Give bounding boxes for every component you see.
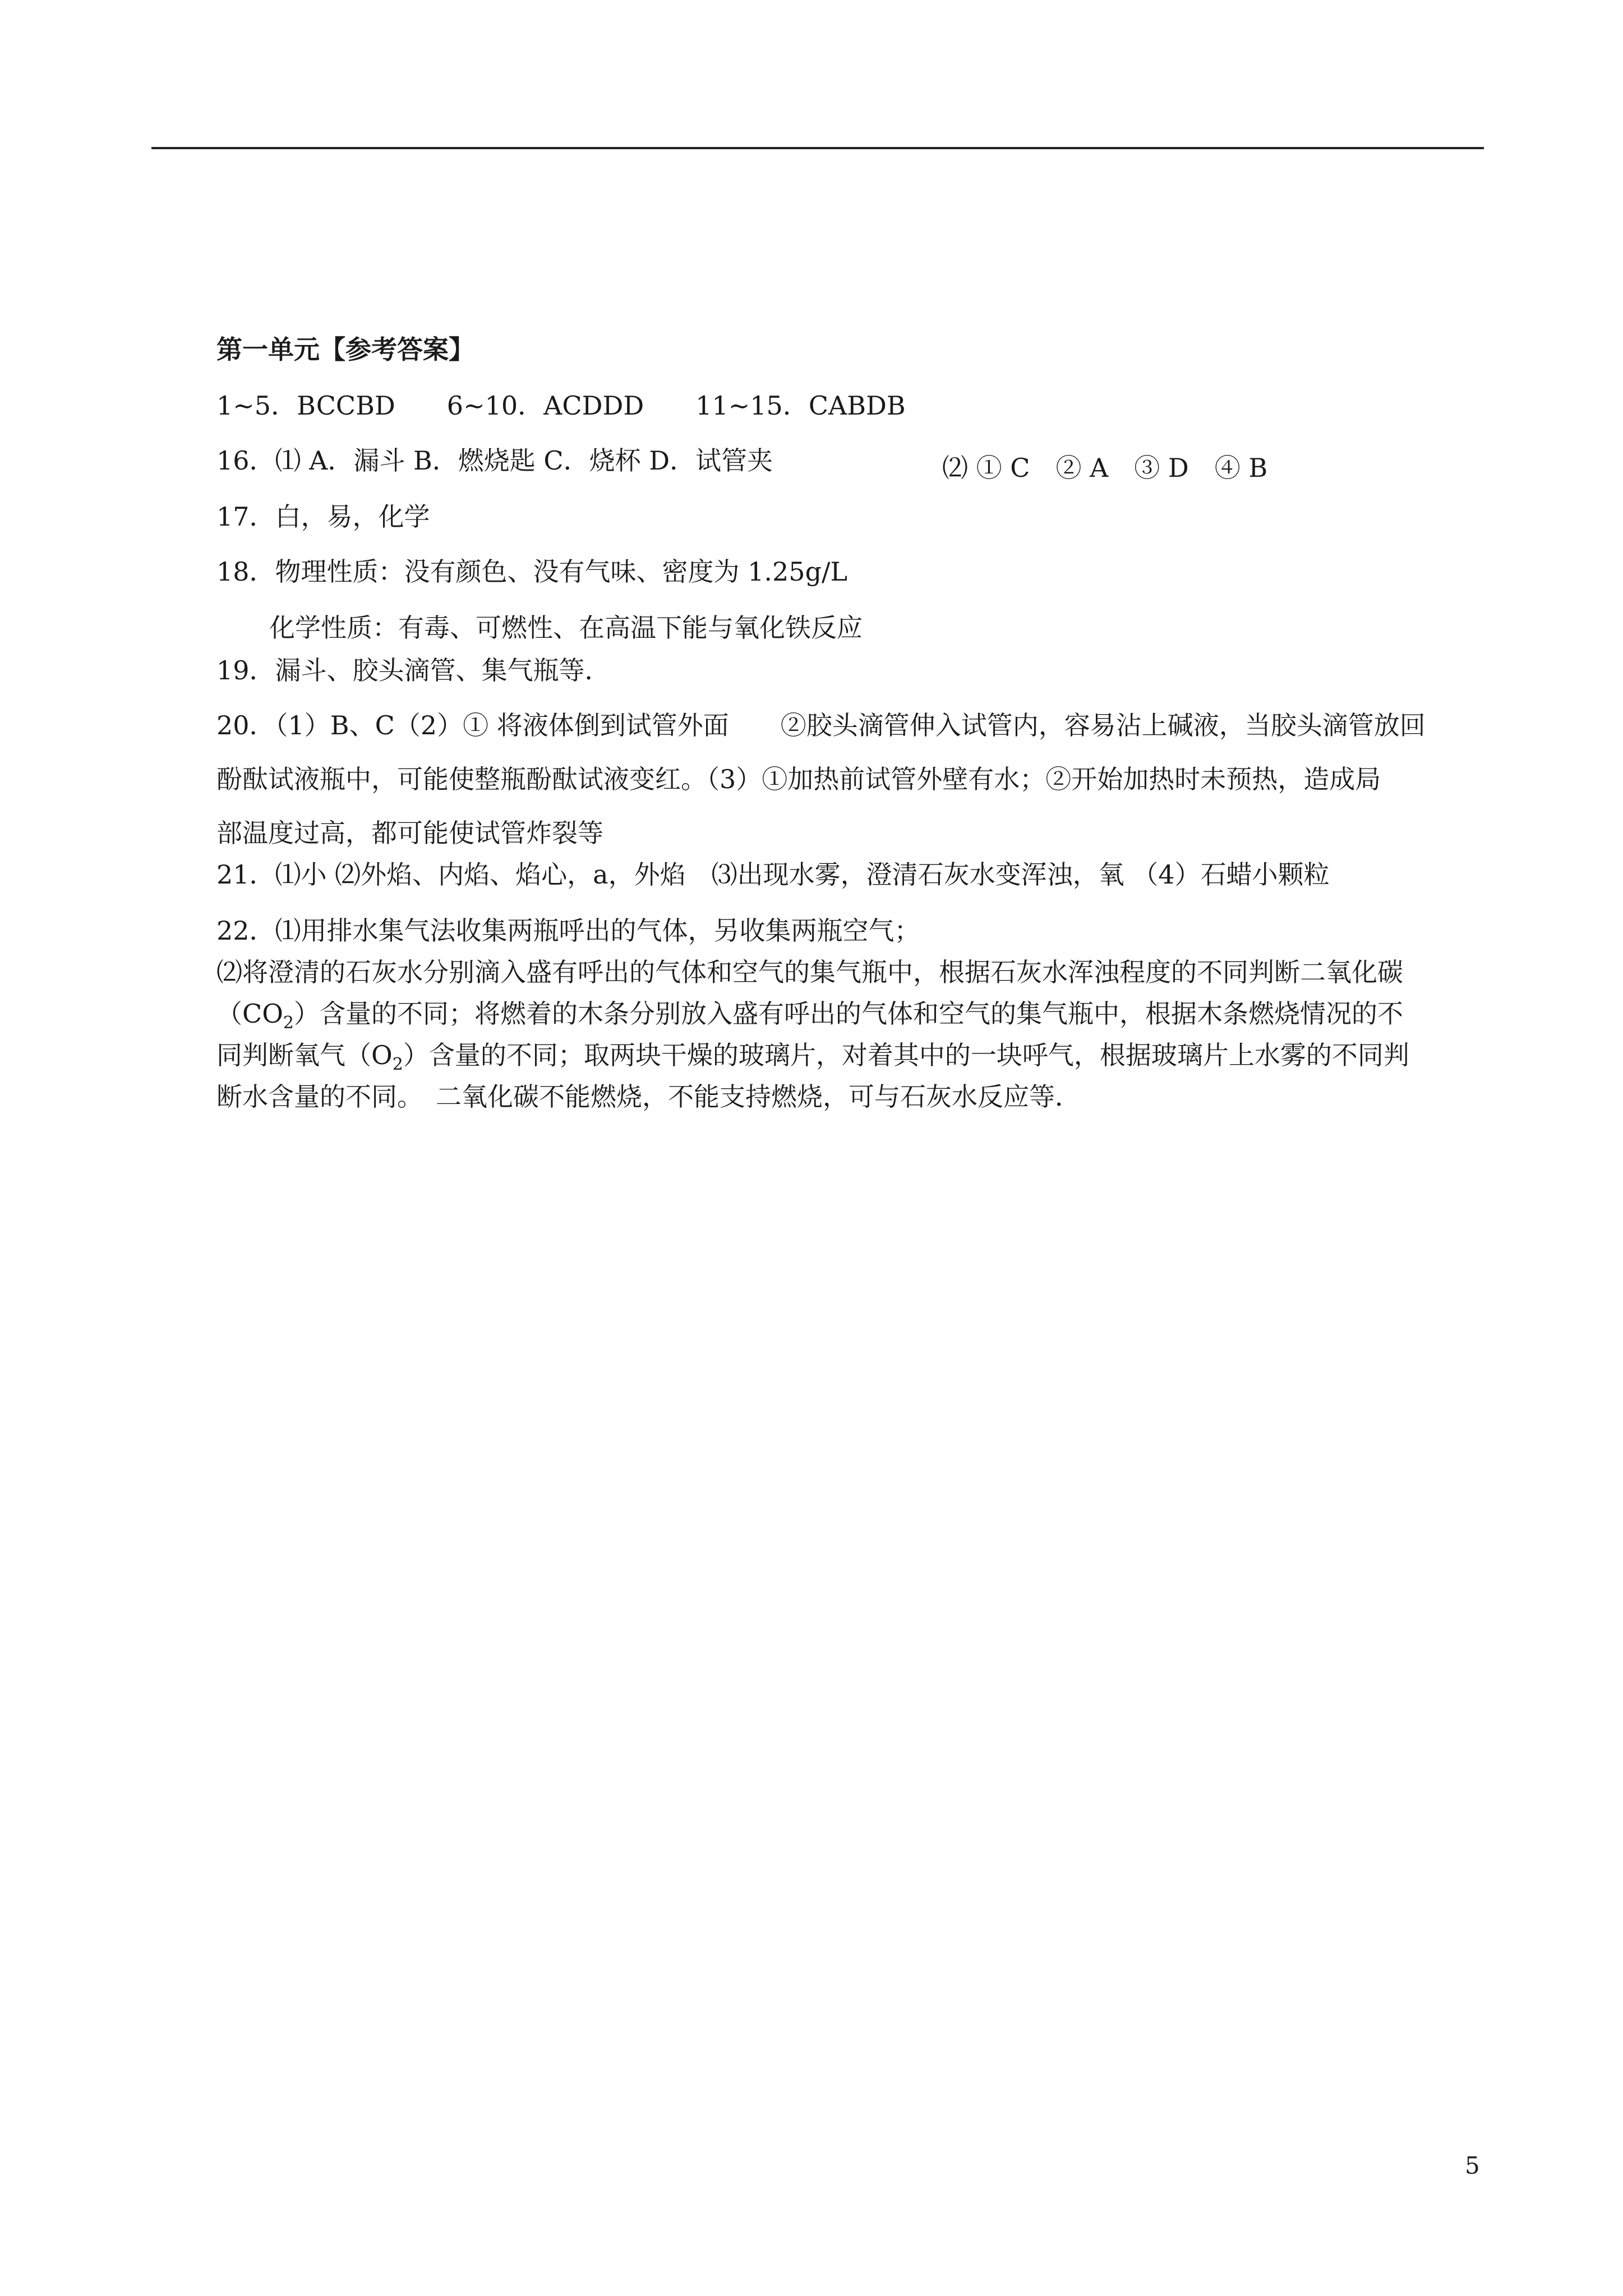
answer-16-part1: 16．⑴ A．漏斗 B．燃烧匙 C．烧杯 D．试管夹 [216, 445, 773, 476]
answer-22-line3: $(CO_2)$含量的不同；将燃着的木条分别放入盛有呼出的气体和空气的集气瓶中，根据木条燃烧情况的不 [216, 999, 1404, 1033]
answer-18-chemical: 化学性质：有毒、可燃性、在高温下能与氧化铁反应 [269, 613, 863, 643]
answer-19: 19．漏斗、胶头滴管、集气瓶等． [216, 655, 611, 685]
header-rule [151, 147, 1484, 149]
answer-22-line1: 22．⑴用排水集气法收集两瓶呼出的气体，另收集两瓶空气； [216, 915, 920, 946]
answer-22-line4: 同判断氧气$(O_2)$含量的不同；取两块干燥的玻璃片，对着其中的一块呼气，根据玻璃片上水雾的不同判 [216, 1040, 1409, 1075]
page-number: 5 [1465, 2152, 1480, 2179]
answer-22-line5: 断水含量的不同。 二氧化碳不能燃烧，不能支持燃烧，可与石灰水反应等． [216, 1082, 1081, 1112]
answer-20-line2: 酚酞试液瓶中，可能使整瓶酚酞试液变红。（3）①加热前试管外壁有水；②开始加热时未预热，造成局 [216, 764, 1381, 794]
answer-16-part2: ⑵ ① C ② A ③ D ④ B [942, 453, 1268, 483]
section-title: 第一单元【参考答案】 [216, 334, 474, 365]
answer-17: 17．白，易，化学 [216, 501, 430, 532]
answer-22-line2: ⑵将澄清的石灰水分别滴入盛有呼出的气体和空气的集气瓶中，根据石灰水浑浊程度的不同判断二氧化碳 [216, 957, 1403, 987]
answer-20-line3: 部温度过高，都可能使试管炸裂等 [216, 818, 603, 848]
answer-21: 21．⑴小 ⑵外焰、内焰、焰心，a，外焰 ⑶出现水雾，澄清石灰水变浑浊，氧 （4）石蜡小颗粒 [216, 859, 1330, 890]
answer-18-physical: 18．物理性质：没有颜色、没有气味、密度为 1.25g/L [216, 556, 848, 587]
answer-20-line1: 20．（1）B、C（2）① 将液体倒到试管外面 ②胶头滴管伸入试管内，容易沾上碱液，当胶头滴管放回 [216, 710, 1426, 740]
answer-1-15: 1~5．BCCBD 6~10．ACDDD 11~15．CABDB [216, 390, 906, 421]
